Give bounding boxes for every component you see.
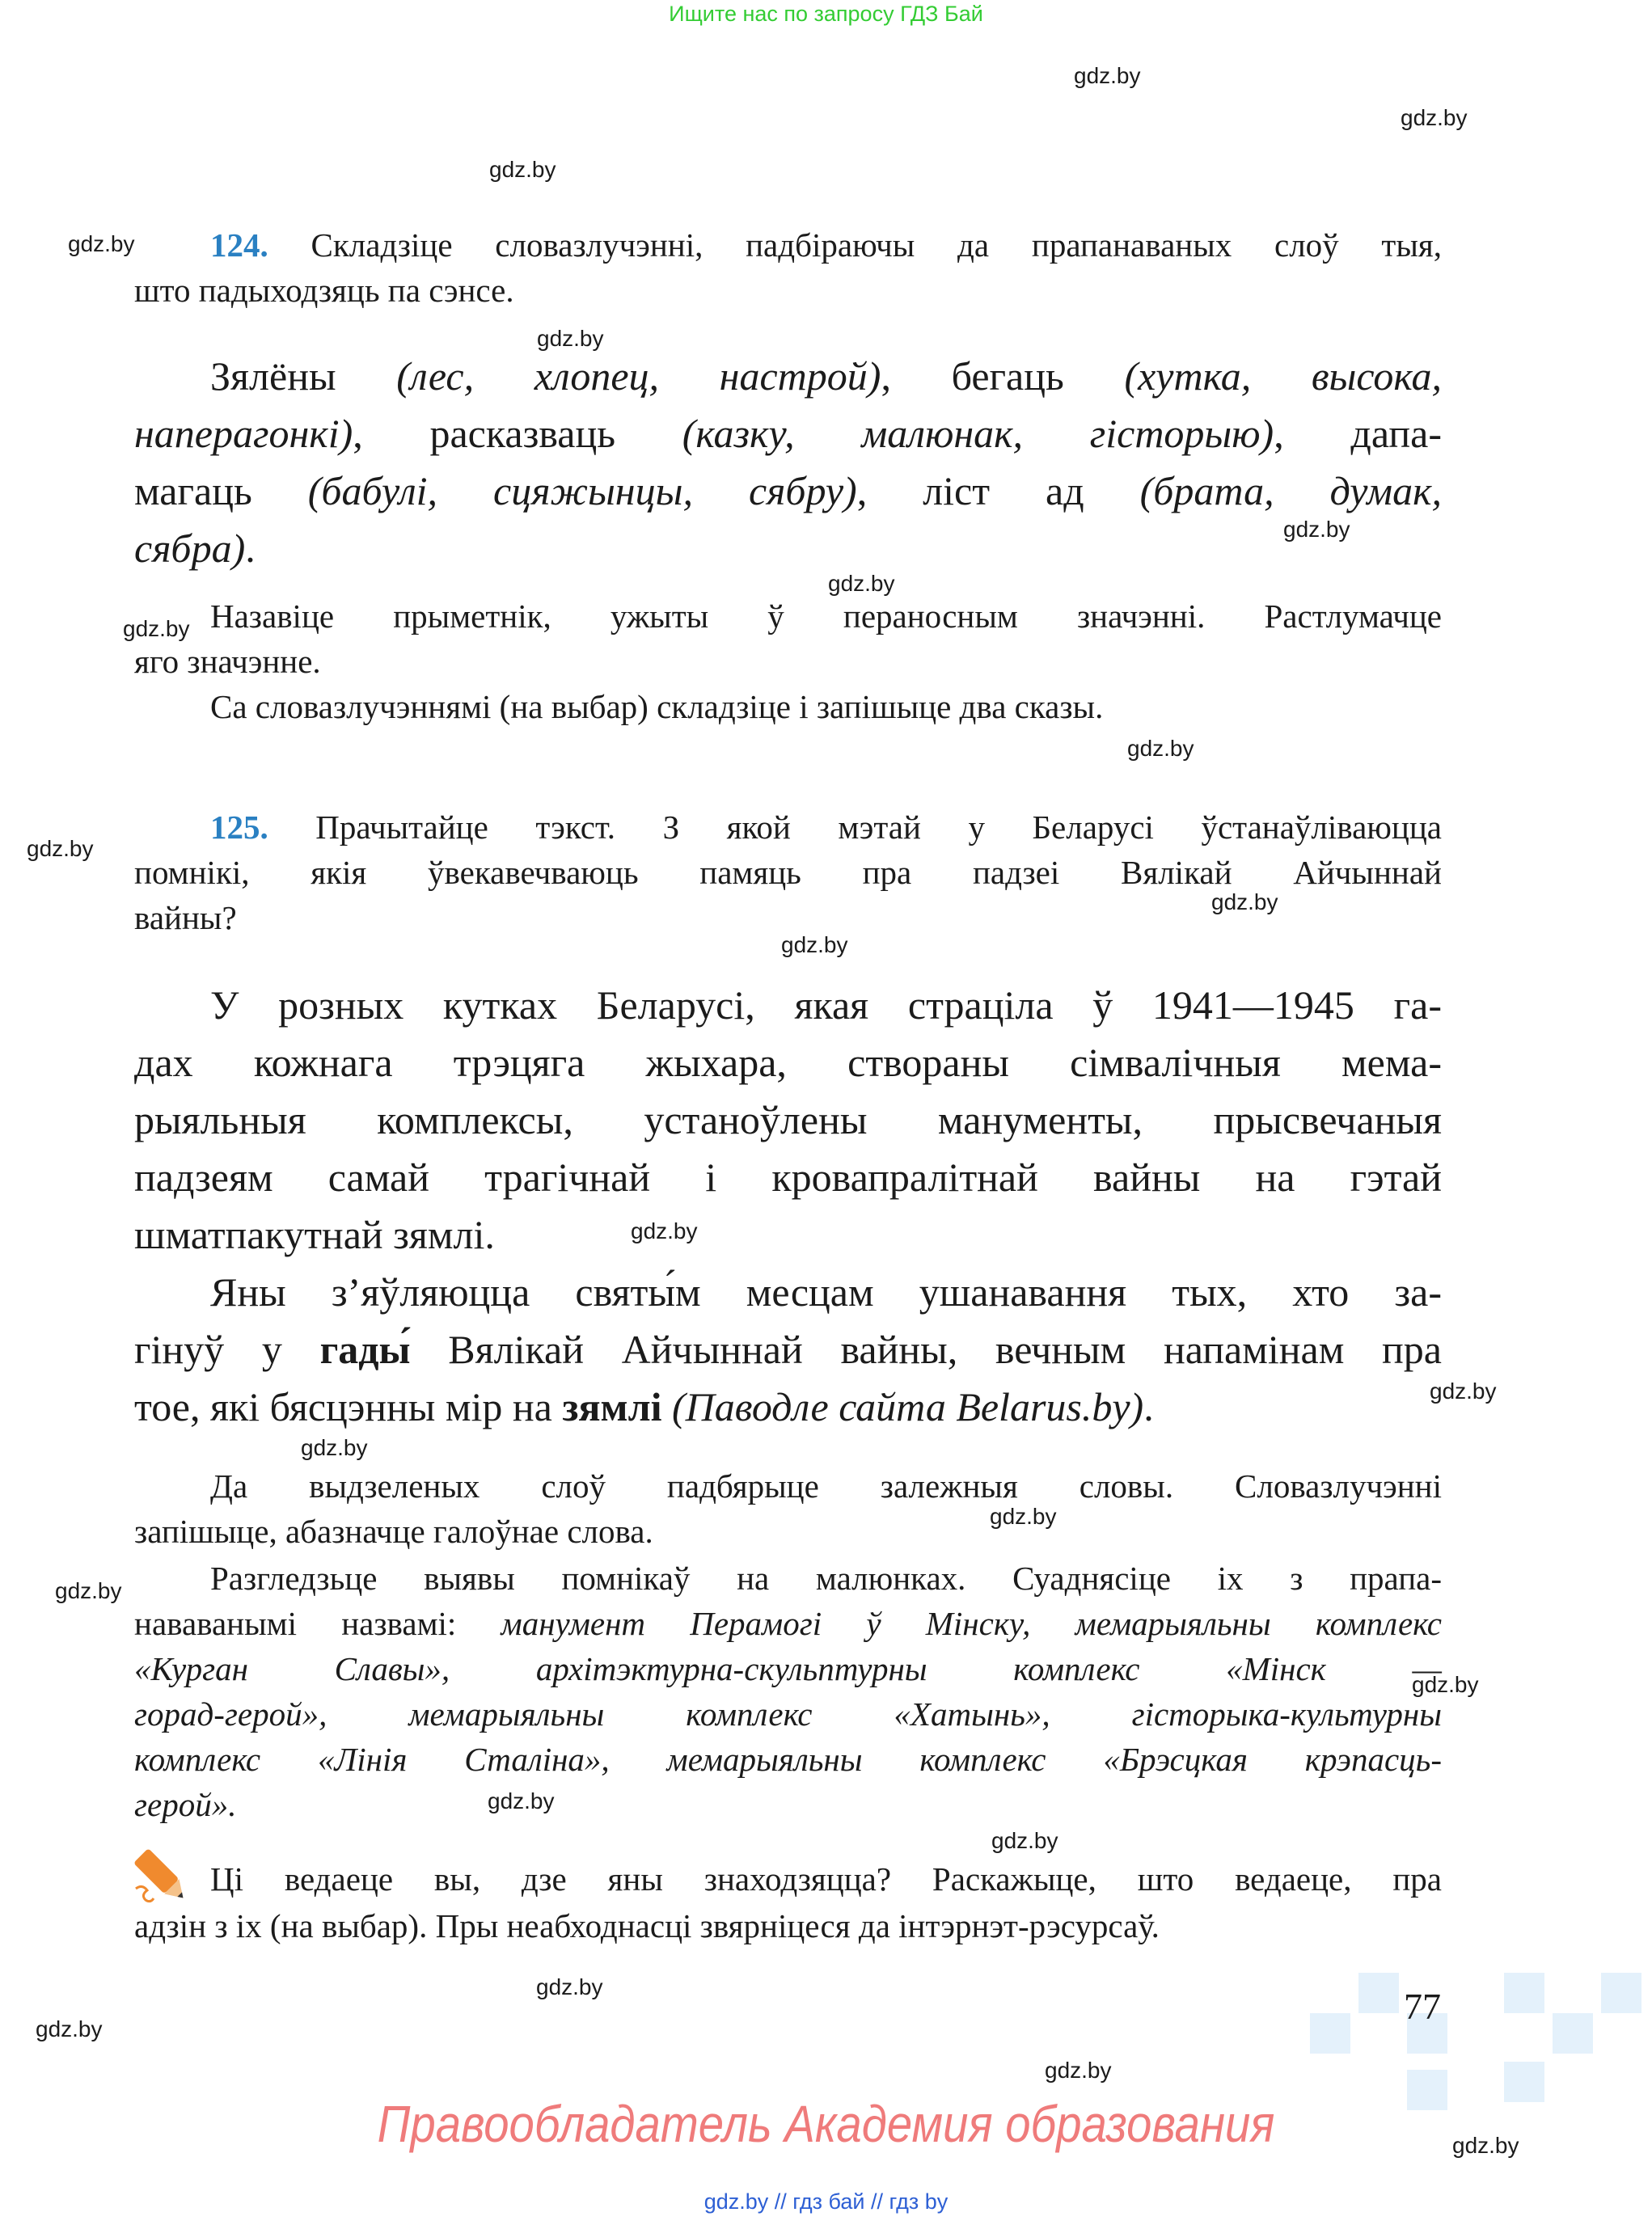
exercise-124-words-line: сябра). xyxy=(134,526,256,571)
exercise-number: 124. xyxy=(210,226,268,264)
page-number: 77 xyxy=(1404,1986,1441,2027)
watermark: gdz.by xyxy=(1430,1378,1497,1404)
watermark: gdz.by xyxy=(991,1828,1058,1853)
watermark: gdz.by xyxy=(537,326,604,351)
exercise-125-task-line: «Курган Славы», архітэктурна-скульптурны комплекс «Мінск — xyxy=(134,1650,1442,1687)
exercise-125-task-line: горад-герой», мемарыяльны комплекс «Хатынь», гісторыка-культурны xyxy=(134,1695,1442,1733)
watermark: gdz.by xyxy=(1452,2133,1519,2158)
exercise-125-task-line: помнікі, якія ўвекавечваюць памяць пра падзеі Вялікай Айчыннай xyxy=(134,854,1442,891)
exercise-125-task-line: 125. Прачытайце тэкст. З якой мэтай у Беларусі ўстанаўліваюцца xyxy=(210,809,1442,846)
exercise-125-text-line: гінуў у гады́ Вялікай Айчыннай вайны, вечным напамінам пра xyxy=(134,1327,1442,1372)
exercise-125-text-line: тое, які бясцэнны мір на зямлі (Паводле сайта Belarus.by). xyxy=(134,1384,1154,1429)
exercise-125-text-line: У розных кутках Беларусі, якая страціла ў 1941—1945 га- xyxy=(210,982,1442,1028)
exercise-124-task-line: 124. Складзіце словазлучэнні, падбіраючы да прапанаваных слоў тыя, xyxy=(210,226,1443,264)
watermark: gdz.by xyxy=(27,836,94,861)
exercise-125-text-line: падзеям самай трагічнай і кровапралітнай вайны на гэтай xyxy=(134,1155,1442,1200)
watermark: gdz.by xyxy=(990,1504,1057,1529)
watermark: gdz.by xyxy=(68,231,135,256)
exercise-124-task-line: Назавіце прыметнік, ужыты ў пераносным значэнні. Растлумачце xyxy=(210,597,1442,635)
exercise-125-text-line: Яны з’яўляюцца святы́м месцам ушанавання тых, хто за- xyxy=(210,1269,1442,1315)
watermark: gdz.by xyxy=(1211,889,1278,914)
watermark: gdz.by xyxy=(301,1435,368,1460)
exercise-124-words-line: магаць (бабулі, сцяжынцы, сябру), ліст ад (брата, думак, xyxy=(134,468,1442,513)
watermark: gdz.by xyxy=(55,1578,122,1603)
watermark: gdz.by xyxy=(1401,105,1468,130)
exercise-125-question-line: Ці ведаеце вы, дзе яны знаходзяцца? Раскажыце, што ведаеце, пра xyxy=(210,1860,1442,1898)
exercise-124-task-line: што падыходзяць па сэнсе. xyxy=(134,272,514,309)
exercise-number: 125. xyxy=(210,809,268,846)
watermark: gdz.by xyxy=(1074,63,1141,88)
top-banner: Ищите нас по запросу ГДЗ Бай xyxy=(669,2,983,26)
bottom-links[interactable]: gdz.by // гдз бай // гдз by xyxy=(703,2189,949,2214)
exercise-124-task-line: Са словазлучэннямі (на выбар) складзіце і запішыце два сказы. xyxy=(210,688,1104,725)
watermark: gdz.by xyxy=(123,616,190,641)
watermark: gdz.by xyxy=(1283,517,1350,542)
watermark: gdz.by xyxy=(36,2016,103,2041)
exercise-125-text-line: шматпакутнай зямлі. xyxy=(134,1212,495,1257)
exercise-124-words-line: наперагонкі), расказваць (казку, малюнак, гісторыю), дапа- xyxy=(134,411,1442,456)
exercise-125-text-line: дах кожнага трэцяга жыхара, створаны сімвалічныя мема- xyxy=(134,1040,1442,1085)
watermark: gdz.by xyxy=(828,571,895,596)
exercise-125-task-line: нававанымі назвамі: манумент Перамогі ў Мінску, мемарыяльны комплекс xyxy=(134,1605,1442,1642)
watermark: gdz.by xyxy=(488,1788,555,1813)
watermark: gdz.by xyxy=(489,157,556,182)
exercise-125-question-line: адзін з іх (на выбар). Пры неабходнасці звярніцеся да інтэрнэт-рэсурсаў. xyxy=(134,1907,1160,1944)
exercise-125-task-line: Да выдзеленых слоў падбярыце залежныя словы. Словазлучэнні xyxy=(210,1467,1442,1505)
watermark: gdz.by xyxy=(1412,1672,1479,1697)
exercise-125-task-line: вайны? xyxy=(134,899,237,936)
exercise-125-text-line: рыяльныя комплексы, устаноўлены манументы, прысвечаныя xyxy=(134,1097,1442,1142)
exercise-124-words-line: Зялёны (лес, хлопец, настрой), бегаць (хутка, высока, xyxy=(210,353,1443,399)
watermark: gdz.by xyxy=(1045,2058,1112,2083)
exercise-125-task-line: запішыце, абазначце галоўнае слова. xyxy=(134,1513,653,1550)
exercise-125-task-line: герой». xyxy=(134,1786,237,1823)
exercise-125-task-line: комплекс «Лінія Сталіна», мемарыяльны комплекс «Брэсцкая крэпасць- xyxy=(134,1741,1442,1778)
exercise-124-task-line: яго значэнне. xyxy=(134,643,321,680)
watermark: gdz.by xyxy=(631,1218,698,1243)
watermark: gdz.by xyxy=(536,1974,603,1999)
pencil-icon xyxy=(128,1842,197,1913)
rights-holder: Правообладатель Академия образования xyxy=(377,2095,1275,2153)
watermark: gdz.by xyxy=(781,932,848,957)
watermark: gdz.by xyxy=(1127,736,1194,761)
exercise-125-task-line: Разгледзьце выявы помнікаў на малюнках. Суаднясіце іх з прапа- xyxy=(210,1560,1442,1597)
